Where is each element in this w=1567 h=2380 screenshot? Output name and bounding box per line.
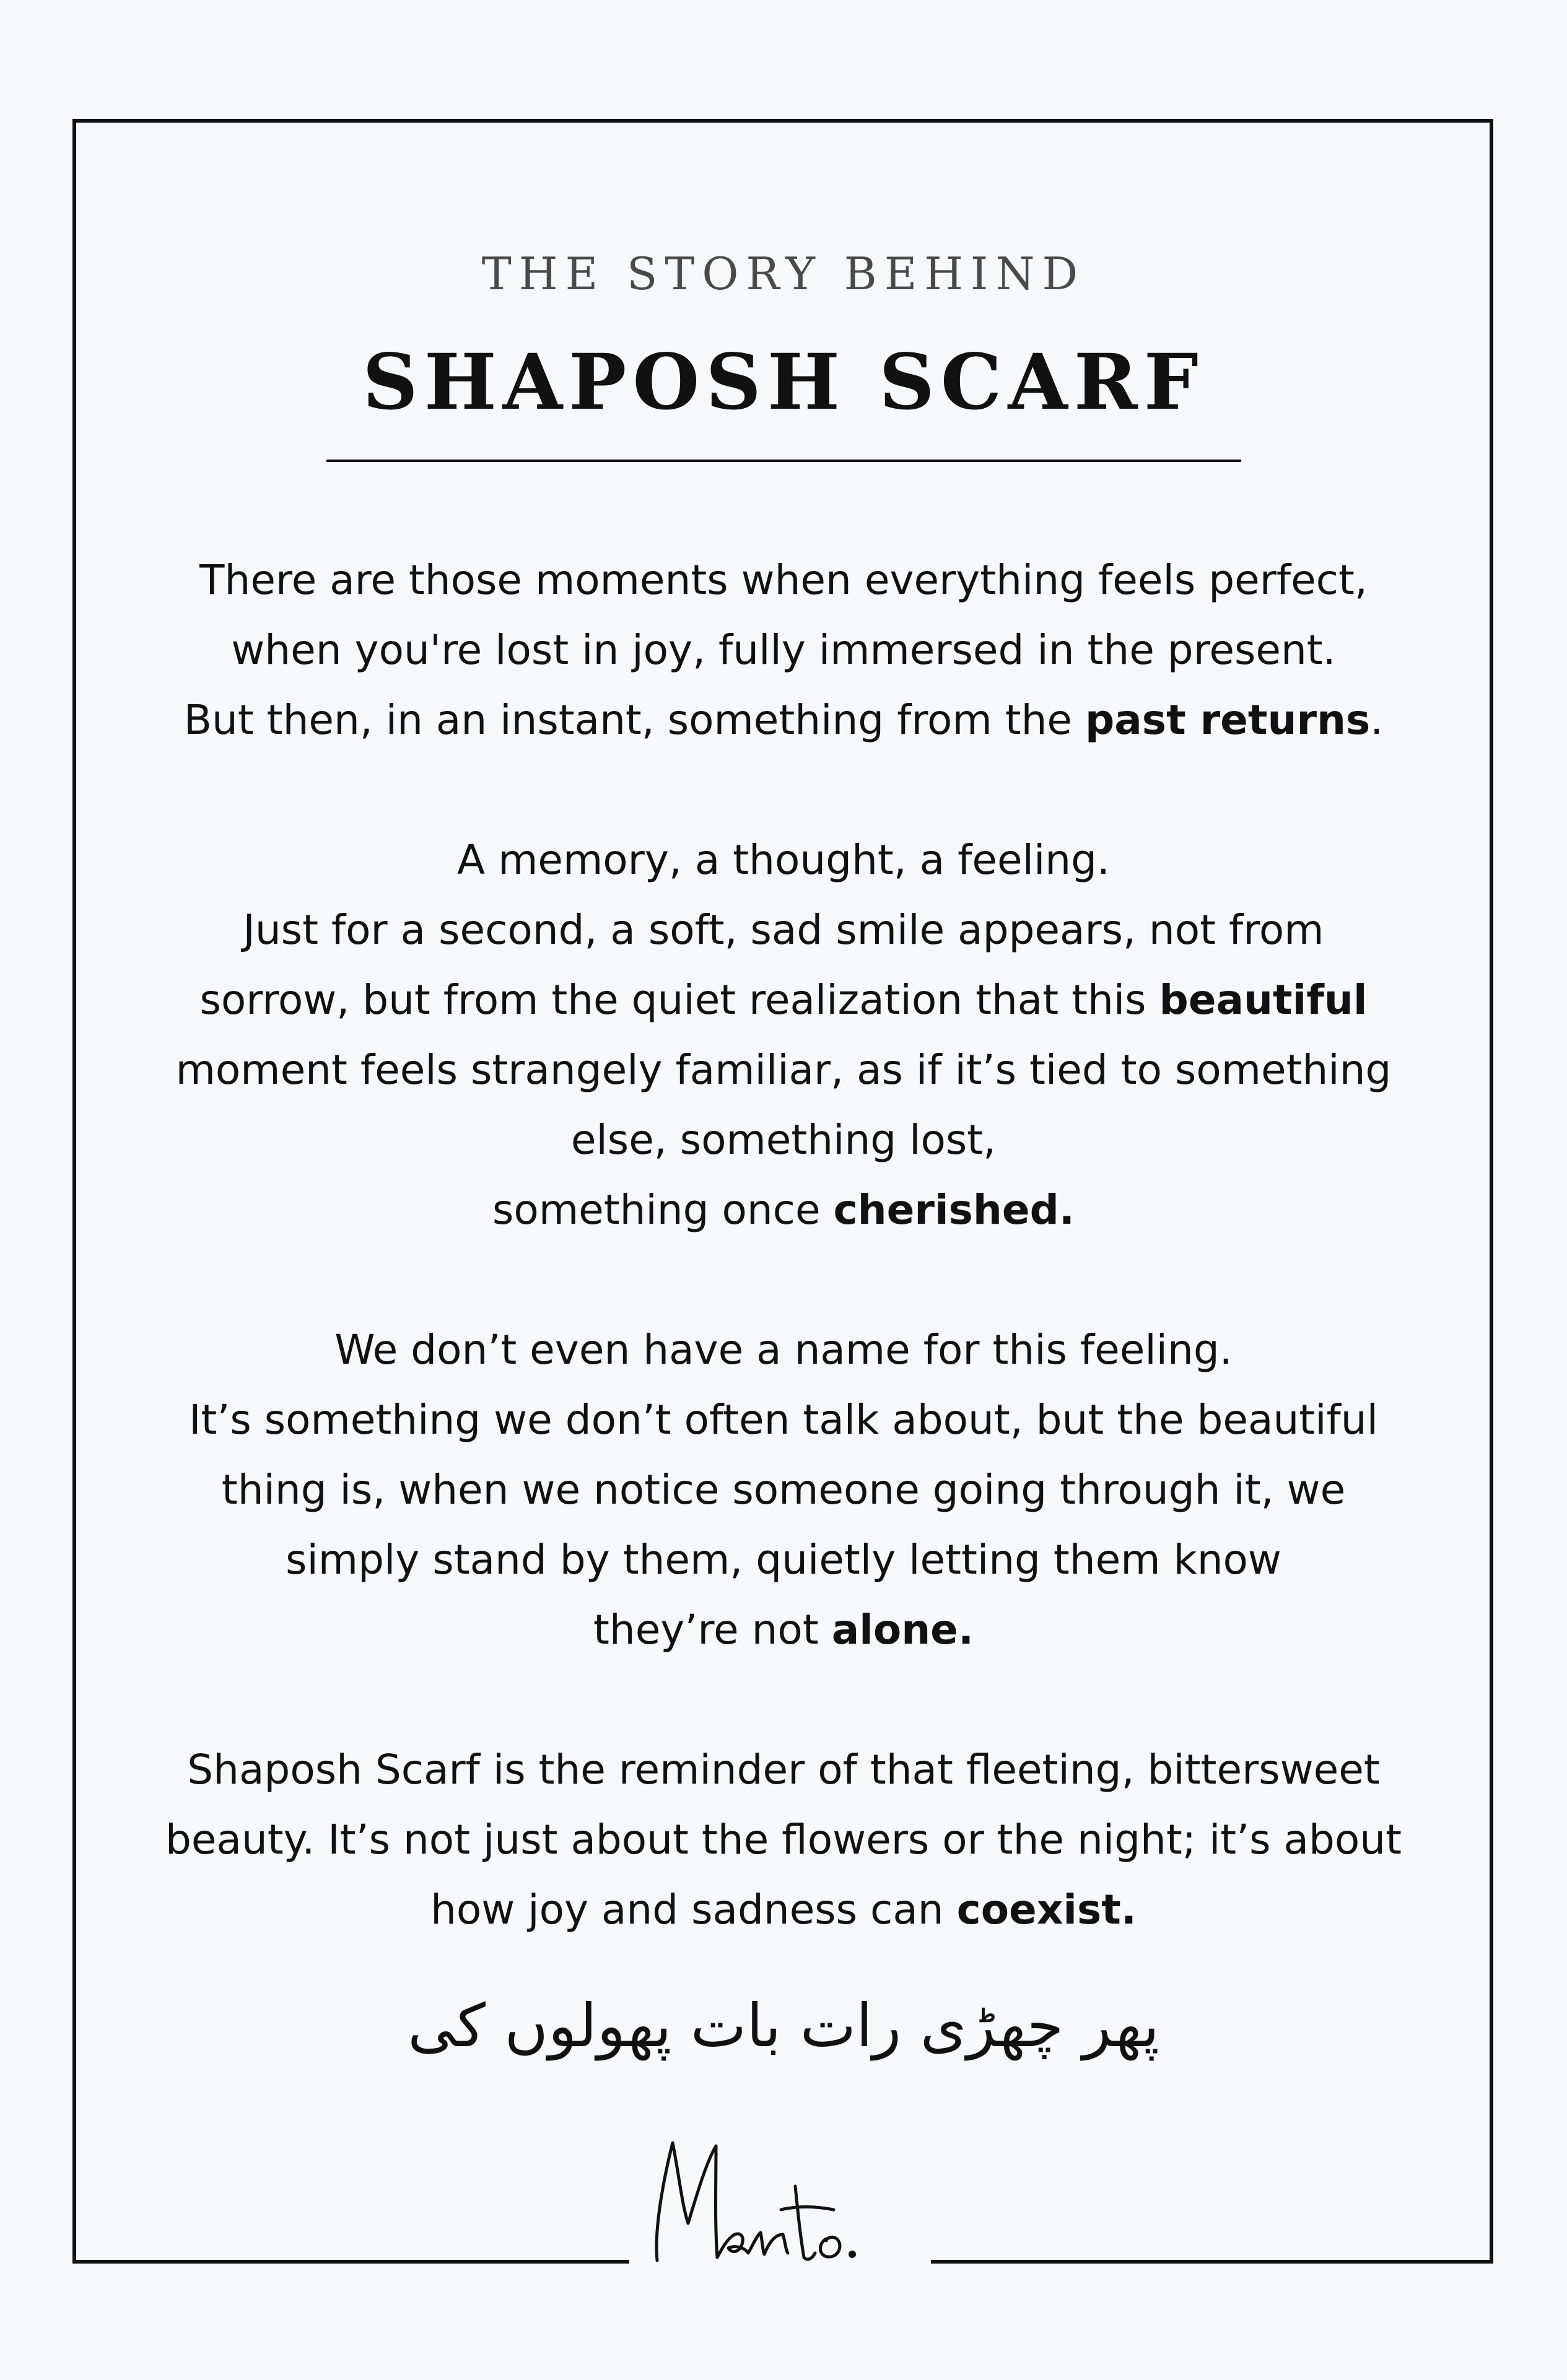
text-line: thing is, when we notice someone going through it, we xyxy=(221,1466,1346,1514)
emphasis-text: beautiful xyxy=(1159,976,1368,1024)
text-line: simply stand by them, quietly letting them know xyxy=(286,1536,1281,1584)
page-title: SHAPOSH SCARF xyxy=(362,338,1205,427)
text-line: something once cherished. xyxy=(492,1186,1075,1234)
urdu-verse: پھر چھڑی رات بات پھولوں کی xyxy=(408,1991,1159,2060)
text-line: else, something lost, xyxy=(570,1116,997,1164)
text-line: There are those moments when everything feels perfect, xyxy=(199,556,1368,604)
text-line: Shaposh Scarf is the reminder of that fleeting, bittersweet xyxy=(187,1746,1380,1794)
text-line: But then, in an instant, something from the past returns. xyxy=(183,696,1384,744)
text-line: A memory, a thought, a feeling. xyxy=(456,836,1110,884)
paragraph-1 xyxy=(118,545,1449,755)
emphasis-text: cherished. xyxy=(833,1186,1075,1234)
paragraph-4 xyxy=(118,1735,1449,1945)
paragraph-3 xyxy=(118,1315,1449,1665)
text-line: beauty. It’s not just about the flowers or the night; it’s about xyxy=(165,1816,1402,1863)
text-line: It’s something we don’t often talk about, but the beautiful xyxy=(189,1396,1378,1444)
text-line: sorrow, but from the quiet realization that this beautiful xyxy=(199,976,1368,1024)
paragraph-2 xyxy=(118,825,1449,1245)
text-line: how joy and sadness can coexist. xyxy=(430,1886,1137,1933)
manto-signature xyxy=(629,2130,931,2285)
emphasis-text: coexist. xyxy=(956,1886,1137,1933)
text-line: We don’t even have a name for this feeling. xyxy=(334,1326,1233,1374)
text-line: when you're lost in joy, fully immersed in the present. xyxy=(231,626,1336,674)
story-kicker: THE STORY BEHIND xyxy=(481,248,1086,300)
emphasis-text: past returns xyxy=(1085,696,1371,744)
emphasis-text: alone. xyxy=(831,1606,974,1654)
text-line: they’re not alone. xyxy=(593,1606,974,1654)
title-divider xyxy=(326,460,1241,462)
text-line: moment feels strangely familiar, as if it’s tied to something xyxy=(175,1046,1392,1094)
text-line: Just for a second, a soft, sad smile appears, not from xyxy=(243,906,1324,954)
story-body xyxy=(118,545,1449,1945)
